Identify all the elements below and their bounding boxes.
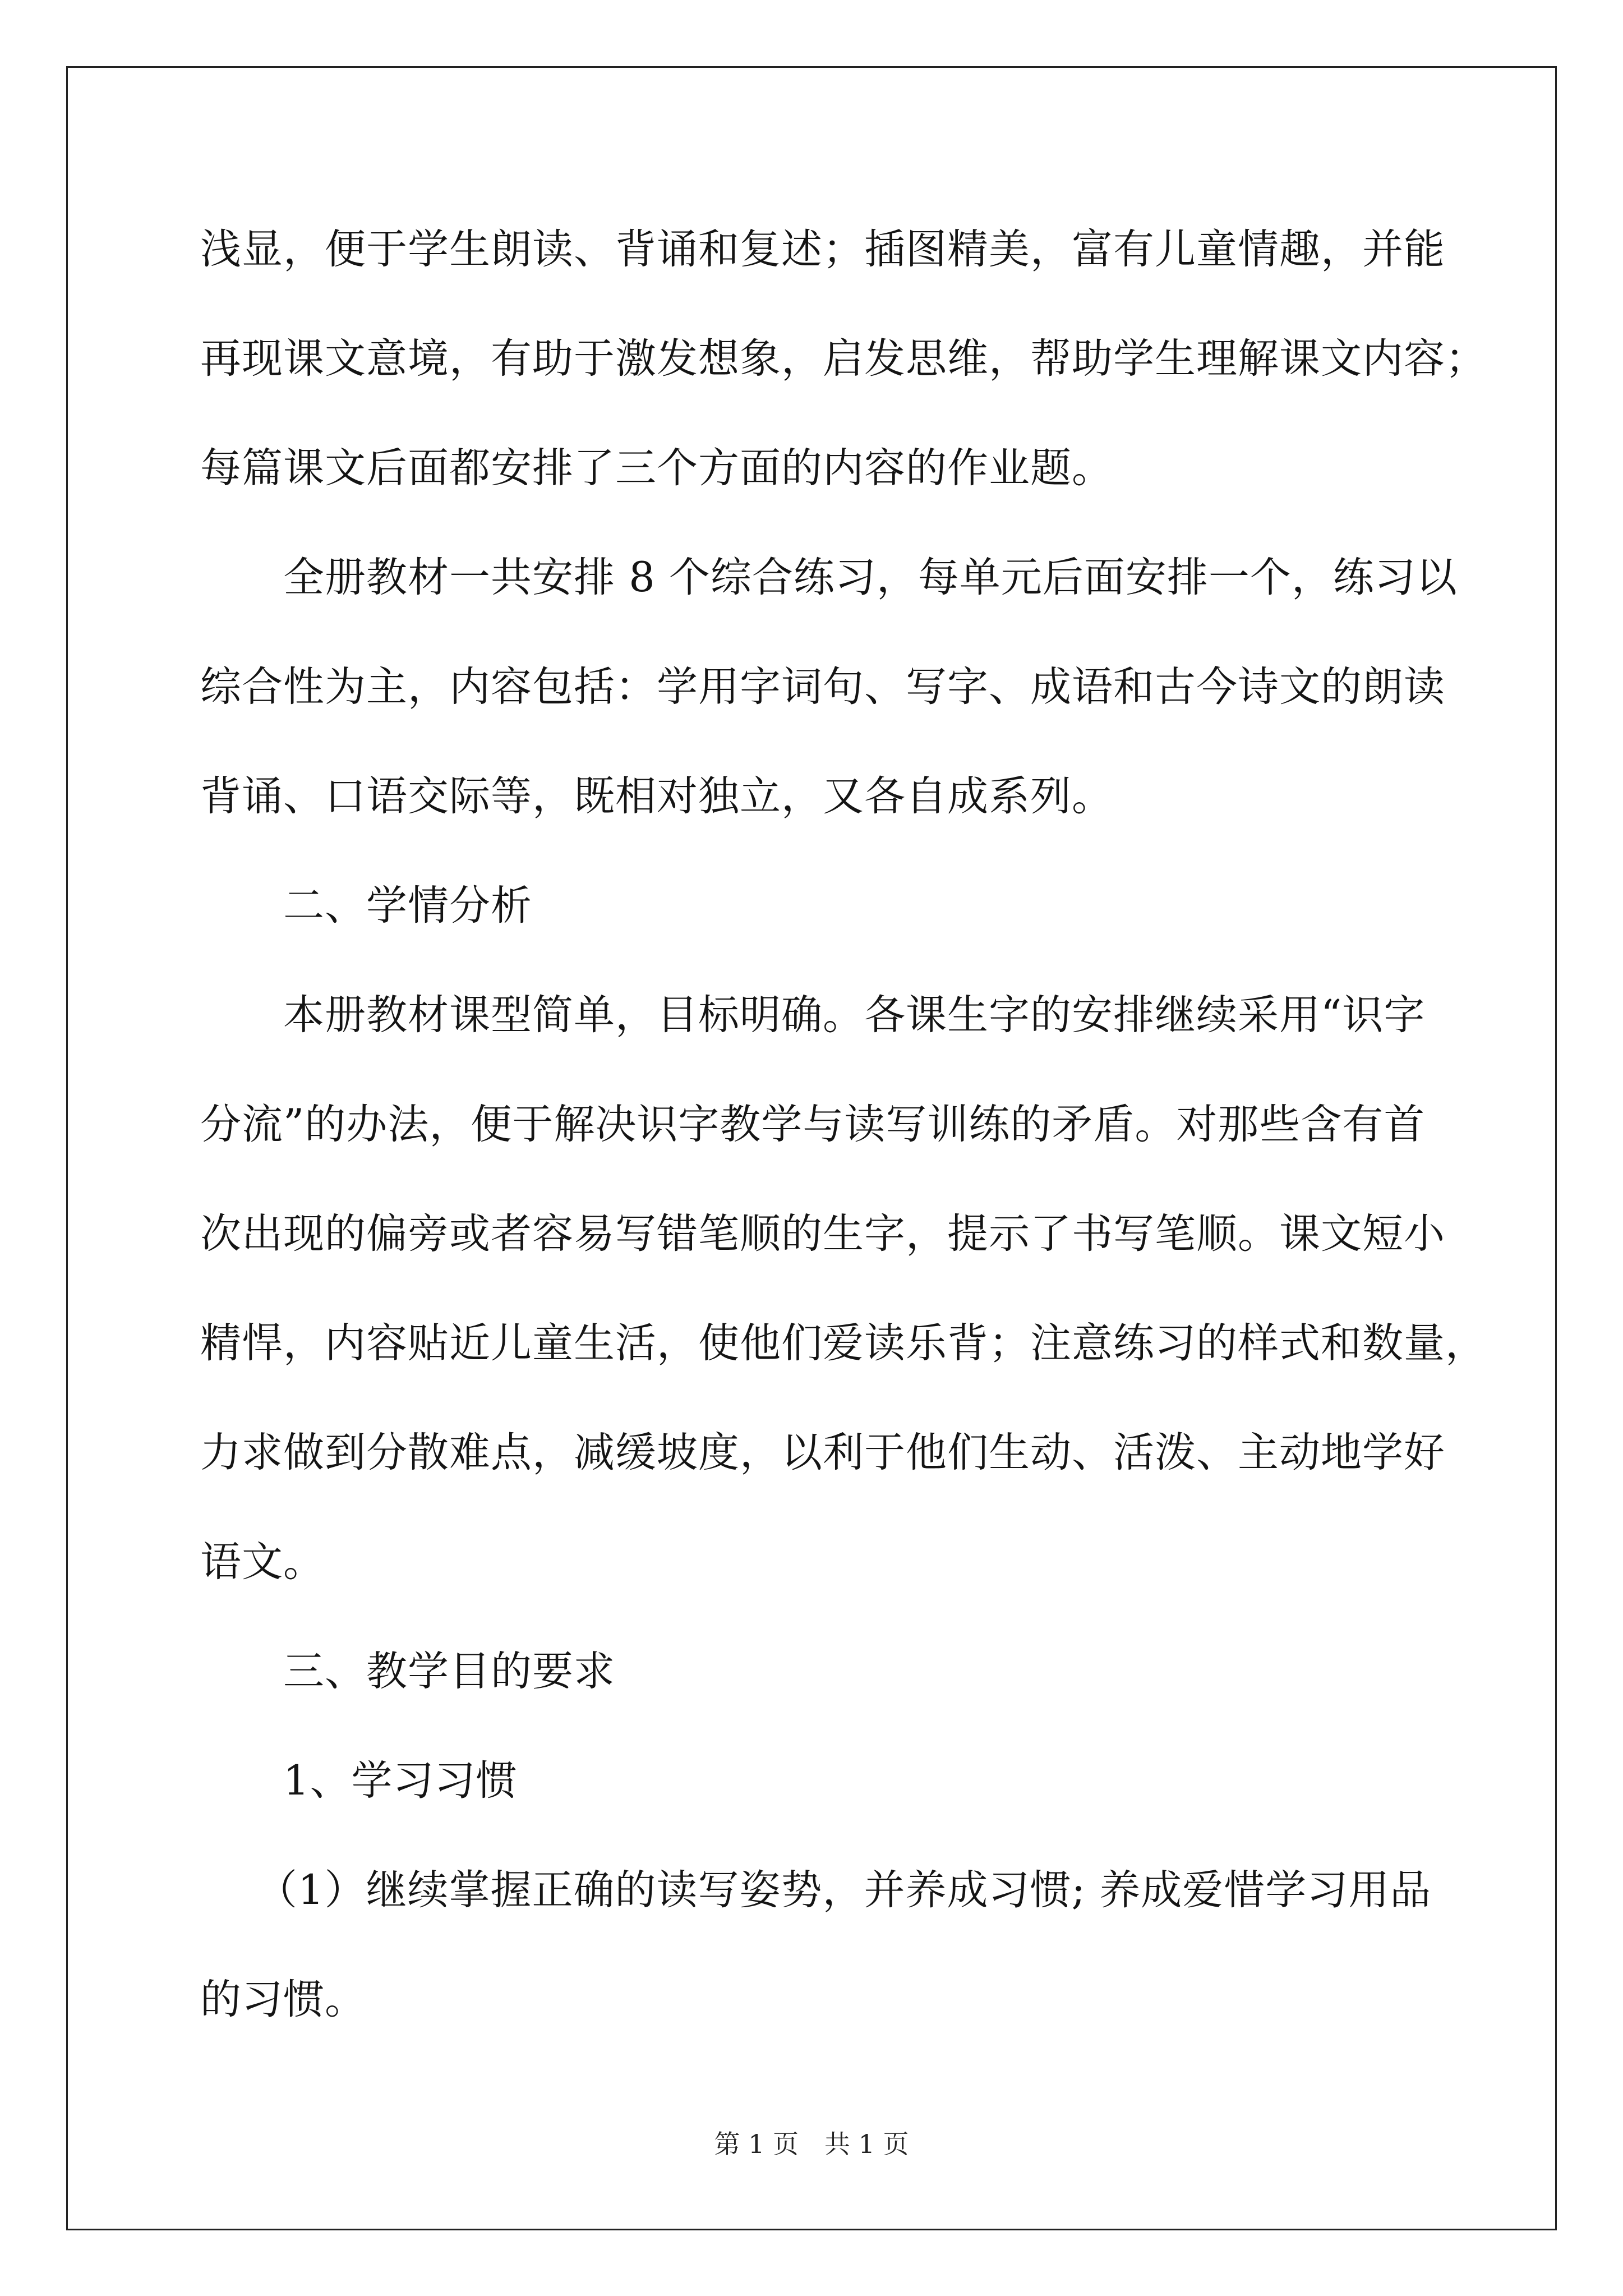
section-heading: 二、学情分析: [283, 882, 532, 930]
paragraph-line: （1）继续掌握正确的读写姿势，并养成习惯; 养成爱惜学习用品: [256, 1866, 1432, 1914]
paragraph-line: 背诵、口语交际等，既相对独立，又各自成系列。: [200, 772, 1113, 820]
paragraph-line: 综合性为主，内容包括：学用字词句、写字、成语和古今诗文的朗读: [200, 663, 1445, 711]
paragraph-line: 力求做到分散难点，减缓坡度，以利于他们生动、活泼、主动地学好: [200, 1429, 1445, 1476]
paragraph-line: 的习惯。: [200, 1976, 366, 2023]
subsection-heading: 1、学习习惯: [283, 1757, 518, 1805]
section-heading: 三、教学目的要求: [283, 1648, 615, 1695]
page-number-footer: 第 1 页 共 1 页: [714, 2129, 909, 2159]
paragraph-line: 全册教材一共安排 8 个综合练习，每单元后面安排一个，练习以: [283, 554, 1458, 601]
paragraph-line: 分流”的办法，便于解决识字教学与读写训练的矛盾。对那些含有首: [200, 1101, 1426, 1148]
paragraph-line: 每篇课文后面都安排了三个方面的内容的作业题。: [200, 444, 1113, 492]
paragraph-line: 语文。: [200, 1538, 325, 1586]
paragraph-line: 精悍，内容贴近儿童生活，使他们爱读乐背；注意练习的样式和数量，: [200, 1319, 1487, 1367]
paragraph-line: 次出现的偏旁或者容易写错笔顺的生字，提示了书写笔顺。课文短小: [200, 1210, 1445, 1258]
paragraph-line: 再现课文意境，有助于激发想象，启发思维，帮助学生理解课文内容；: [200, 335, 1487, 383]
paragraph-line: 本册教材课型简单，目标明确。各课生字的安排继续采用“识字: [283, 991, 1426, 1039]
paragraph-line: 浅显，便于学生朗读、背诵和复述；插图精美，富有儿童情趣，并能: [200, 226, 1445, 273]
